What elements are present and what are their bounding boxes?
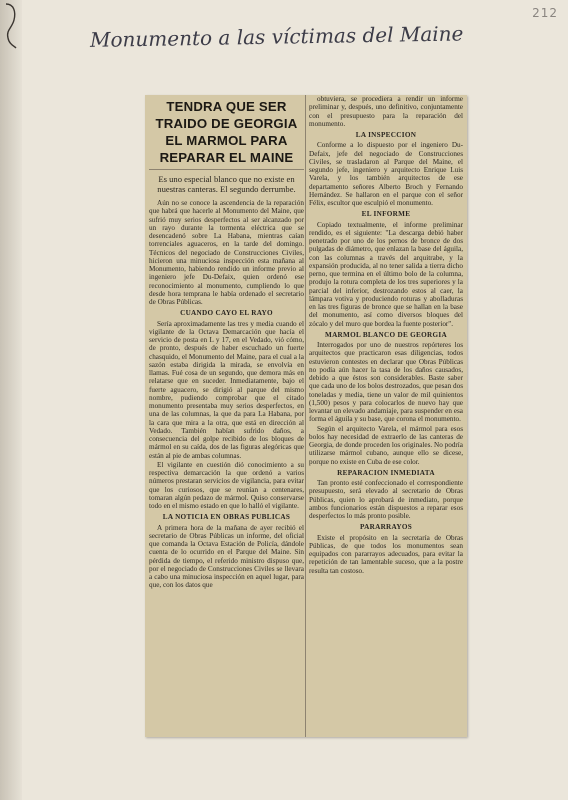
section-heading: LA INSPECCION (355, 131, 417, 139)
handwritten-title: Monumento a las víctimas del Maine (89, 21, 464, 52)
section-heading: LA NOTICIA EN OBRAS PUBLICAS (162, 513, 291, 522)
right-column-body (309, 95, 463, 575)
paragraph: El vigilante en cuestión dió conocimiento a su respectiva demarcación la que ordenó a varios números prestaran servicios de vigilancia, para evitar que los curiosos, que se reunían a centenares, tomaran algún pedazo de mármol. Quiso conservarse todo en el mismo estado en que lo halló el vigilante. (149, 460, 304, 510)
newspaper-clipping (145, 95, 467, 737)
right-column (309, 95, 463, 737)
paragraph: Interrogados por uno de nuestros repórteres los arquitectos que practicaron esas diligencias, todos estuvieron contestes en declarar que Obras Públicas no podía aún hacer la tasa de los daños causados, debido a que éstos son considerables. Baste saber que cada uno de los bolos destrozados, que pesan dos toneladas y media, tiene un valor de mil quinientos (1,500) pesos y para colocarlos de nuevo hay que levantar un elevado andamiaje, para suspender en esa forma el águila y su base, que corona el monumento. (309, 341, 463, 424)
left-column-body (149, 199, 304, 590)
page-number: 212 (532, 6, 558, 20)
paragraph: Aún no se conoce la ascendencia de la reparación que habrá que hacerle al Monumento del Maine, que sufrió muy serios desperfectos al ser alcanzado por un rayo durante la tormenta eléctrica que se desencadenó sobre La Habana, mientras caían torrenciales aguaceros, en la tarde del domingo. Técnicos del negociado de Construcciones Civiles, hicieron una minuciosa inspección esta mañana al Monumento, habiendo rendido un informe previo al ingeniero jefe Du-Defaix, quien ordenó ese reconocimiento al monumento, cumpliendo lo que desde hora temprana le había ordenado el secretario de Obras Públicas. (149, 199, 304, 306)
column-divider (305, 95, 306, 737)
article-subhead: Es uno especial blanco que no existe en nuestras canteras. El segundo derrumbe. (157, 174, 296, 194)
section-heading: PARARRAYOS (359, 523, 413, 532)
section-heading: EL INFORME (361, 210, 411, 219)
section-heading: REPARACION INMEDIATA (337, 468, 435, 477)
paragraph: obtuviera, se procediera a rendir un informe preliminar y, después, uno definitivo, conjuntamente con el presupuesto para la reparación del monumento. (309, 95, 463, 128)
article-headline: TENDRA QUE SER TRAIDO DE GEORGIA EL MARMOL PARA REPARAR EL MAINE (149, 98, 304, 170)
left-column (149, 95, 304, 737)
binder-clip-icon (2, 2, 20, 50)
paragraph: Según el arquitecto Varela, el mármol para esos bolos hay necesidad de extraerlo de las canteras de Georgia, de donde proceden los originales. No podría utilizarse mármol cubano, aunque ello se dicese, porque no existe en Cuba de ese color. (309, 424, 463, 466)
paragraph: Conforme a lo dispuesto por el ingeniero Du-Defaix, jefe del negociado de Construcciones Civiles, se trasladaron al Parque del Maine, el segundo jefe, ingeniero y arquitecto Enrique Luis Varela, y los también arquitectos de ese departamento señores Alberto Broch y Fernando Hernández. Se hallaron en el parque con el señor Félix, escultor que esculpió el monumento. (309, 141, 463, 207)
paragraph: Copiado textualmente, el informe preliminar rendido, es el siguiente: "La descarga debió haber penetrado por uno de los pernos de bronce de dos pulgadas de diámetro, que enlazan la base del águila, con las columnas a través del arquitrabe, y la expansión producida, al no tener salida a tierra dicho perno, que termina en el último bolo de la columna, produjo la rotura completa de los tres superiores y la parcial del inferior, destrozando estos al caer, la lámpara votiva y produciendo roturas y abolladuras en las tres figuras de bronce que se hallan en la base del monumento, así como diversos bloques del zócalo y del muro que bordea la fuente posterior". (309, 220, 463, 328)
paragraph: A primera hora de la mañana de ayer recibió el secretario de Obras Públicas un informe, del oficial que comanda la Octava Estación de Policía, dándole cuenta de lo ocurrido en el Parque del Maine. Sin pérdida de tiempo, el referido ministro dispuso que, por el negociado de Construcciones Civiles se llevara a cabo una minuciosa inspección en aquel lugar, para que, con los datos que (149, 523, 304, 590)
section-heading: MARMOL BLANCO DE GEORGIA (324, 330, 447, 339)
section-heading: CUANDO CAYO EL RAYO (180, 309, 273, 318)
paragraph: Existe el propósito en la secretaría de Obras Públicas, de que todos los monumentos sean equipados con pararrayos adecuados, para evitar la repetición de tan lamentable suceso, que a la postre resulta tan costoso. (309, 533, 463, 575)
paragraph: Tan pronto esté confeccionado el correspondiente presupuesto, será elevado al secretario de Obras Públicas, quien lo aprobará de inmediato, porque ambos funcionarios están dispuestos a reparar esos desperfectos lo más pronto posible. (309, 479, 463, 520)
binding-edge (0, 0, 22, 800)
paragraph: Sería aproximadamente las tres y media cuando el vigilante de la Octava Demarcación que hacía el servicio de posta en L y 17, en el Vedado, vió cómo, de pronto, después de haber escuchado un fuerte chasquido, el Monumento del Maine, para el cual a la sazón estaba dirigida la mirada, se envolvía en llamas. Fué cosa de un segundo, que demora más en relatarse que en suceder. Inmediatamente, bajo el fuerte aguacero, se dirigió al parque del mismo nombre, pudiendo comprobar que el citado monumento presentaba muy serios desperfectos, en una de las columnas, la que da para La Habana, por la cara que mira a la otra, que está en dirección al Vedado. También habían sufrido daños, a consecuencia del golpe recibido de los bloques de mármol en su caída, dos de las figuras alegóricas que están al pie de ambas columnas. (149, 319, 304, 460)
